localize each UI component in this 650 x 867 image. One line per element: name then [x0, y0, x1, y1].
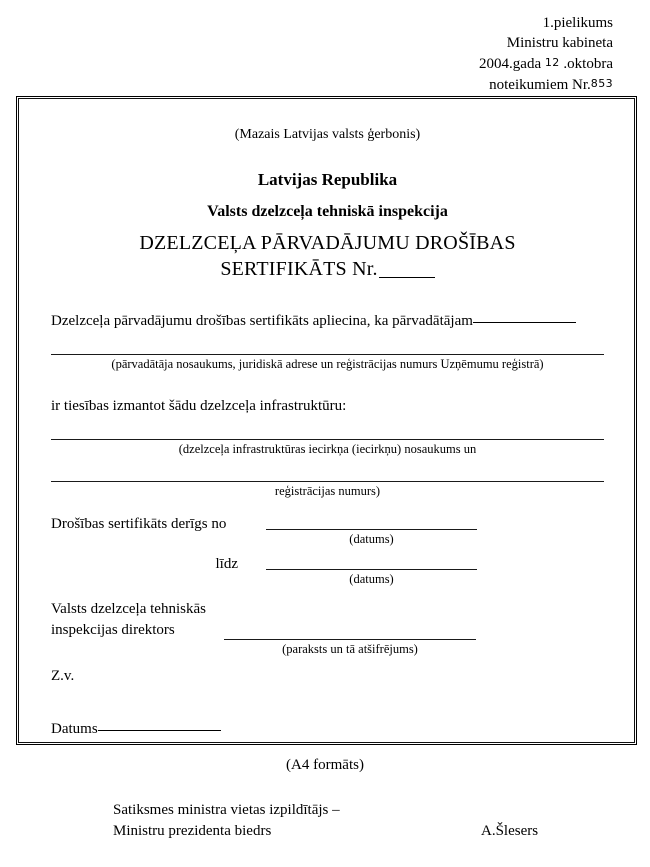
certificate-body: [35, 313, 620, 738]
header-regulation: [479, 74, 613, 95]
header-regulation-prefix: noteikumiem Nr.: [489, 77, 591, 93]
certificate-content: [35, 97, 620, 744]
validity-dates-block: [51, 512, 604, 587]
emblem-placeholder-note: (Mazais Latvijas valsts ģerbonis): [234, 127, 421, 142]
director-label-line1: Valsts dzelzceļa tehniskās: [51, 601, 206, 617]
valid-from-label: Drošības sertifikāts derīgs no: [51, 516, 227, 532]
minister-title-line2: Ministru prezidenta biedrs: [113, 823, 272, 839]
carrier-statement-text: Dzelzceļa pārvadājumu drošības sertifikāts apliecina, ka pārvadātājam: [51, 313, 473, 329]
document-header: [479, 13, 613, 95]
director-signature-field: [224, 599, 476, 657]
minister-name: A.Šlesers: [481, 823, 539, 839]
carrier-caption: (pārvadātāja nosaukums, juridiskā adrese un reģistrācijas numurs Uzņēmumu reģistrā): [111, 357, 544, 371]
certificate-title-line2-text: SERTIFIKĀTS Nr.: [220, 258, 378, 280]
director-signature-row: [51, 599, 604, 657]
date-label: Datums: [51, 721, 98, 737]
date-blank[interactable]: [98, 730, 221, 731]
infrastructure-intro: ir tiesības izmantot šādu dzelzceļa infrastruktūru:: [51, 398, 347, 414]
valid-from-field: [266, 512, 477, 547]
director-signature-caption: (paraksts un tā atšifrējums): [282, 642, 418, 656]
certificate-title: [35, 230, 620, 282]
infrastructure-caption-2: reģistrācijas numurs): [274, 484, 381, 498]
republic-title: Latvijas Republika: [257, 170, 398, 189]
carrier-statement-row: [51, 313, 604, 330]
valid-from-caption: (datums): [349, 532, 394, 546]
header-date: [479, 53, 613, 74]
header-date-day: 12: [544, 56, 560, 69]
valid-to-field: [266, 552, 477, 587]
header-date-month: .oktobra: [563, 56, 613, 72]
inspection-title: Valsts dzelzceļa tehniskā inspekcija: [207, 203, 448, 220]
valid-from-blank[interactable]: [266, 512, 477, 529]
director-label: [51, 599, 224, 641]
infrastructure-blank-space-1: [51, 415, 604, 439]
valid-from-row: [51, 512, 604, 547]
director-label-line2: inspekcijas direktors: [51, 622, 175, 638]
certificate-title-line1: DZELZCEĻA PĀRVADĀJUMU DROŠĪBAS: [139, 232, 516, 254]
header-date-prefix: 2004.gada: [479, 56, 542, 72]
valid-to-label: līdz: [215, 556, 238, 572]
header-appendix: 1.pielikums: [542, 15, 613, 31]
infrastructure-blank-space-2: [51, 457, 604, 481]
minister-title-line1: Satiksmes ministra vietas izpildītājs –: [113, 802, 340, 818]
carrier-blank-space: [51, 330, 604, 354]
director-signature-blank[interactable]: [224, 599, 476, 639]
certificate-title-line2: [35, 256, 620, 282]
date-row: [51, 721, 604, 738]
header-regulation-number: 853: [590, 77, 613, 90]
certificate-number-blank[interactable]: [379, 277, 435, 278]
seal-mark: Z.v.: [51, 668, 75, 684]
valid-to-caption: (datums): [349, 572, 394, 586]
format-note: (A4 formāts): [286, 757, 364, 773]
infrastructure-caption-1: (dzelzceļa infrastruktūras iecirkņa (iecirkņu) nosaukums un: [178, 442, 477, 456]
certificate-frame: [16, 96, 637, 745]
carrier-name-blank-inline[interactable]: [473, 322, 576, 323]
header-authority: Ministru kabineta: [506, 35, 613, 51]
minister-signature-block: [113, 800, 613, 842]
valid-to-row: [51, 552, 604, 587]
valid-to-blank[interactable]: [266, 552, 477, 569]
